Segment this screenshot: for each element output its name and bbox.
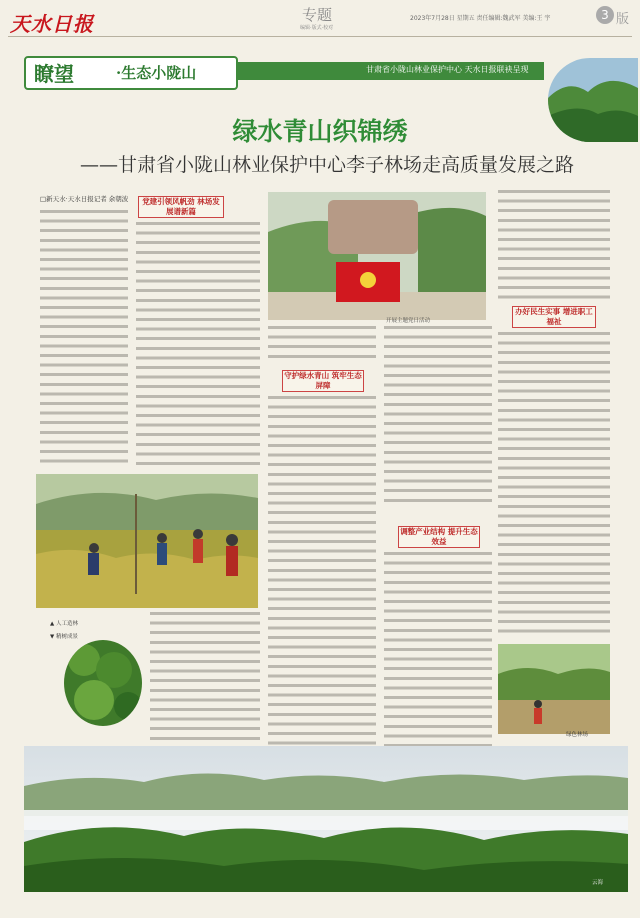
page-number: 3 [596,6,614,24]
byline: □新天水·天水日报记者 余朝波 [40,195,129,203]
caption-green-farm: 绿色林场 [566,732,589,738]
text-column-2 [136,222,260,466]
caption-group: 开展主题党日活动 [386,318,431,324]
mountain-panorama [24,746,628,892]
subhead-livelihood: 办好民生实事 增进职工福祉 [512,306,596,328]
text-column-3a [268,326,376,364]
text-column-5 [498,332,610,638]
subhead-industry: 调整产业结构 提升生态效益 [398,526,480,548]
planting-photo [36,474,258,608]
forest-circle-photo [64,640,142,726]
group-photo [268,192,486,320]
column-subtitle: ·生态小陇山 [116,64,197,82]
caption-planting: ▲ 人工造林 [50,621,78,627]
page-suffix: 版 [616,12,630,27]
caption-cloud-sea: 云海 [592,880,604,886]
text-column-5a [498,190,610,300]
header-info: 2023年7月28日 星期五 责任编辑:魏武军 美编:王 宇 [410,15,551,22]
text-column-4a [384,326,492,502]
subhead-green-hills: 守护绿水青山 筑牢生态屏障 [282,370,364,392]
article-title: 绿水青山织锦绣 [232,117,408,146]
wetland-photo [498,644,610,734]
text-column-1 [40,210,128,466]
newspaper-logo: 天水日报 [10,12,94,36]
section-small-label: 编辑·版式·校对 [300,25,334,31]
subhead-party-building: 党建引领风帆劲 林场发展谱新篇 [138,196,224,218]
article-subtitle: ——甘肃省小陇山林业保护中心李子林场走高质量发展之路 [80,154,575,176]
section-label: 专题 [302,6,333,24]
banner-slogan: 甘肃省小陇山林业保护中心 天水日报联袂呈现 [366,65,529,74]
caption-forest: ▼ 精树成景 [50,634,78,640]
column-title: 瞭望 [34,62,74,86]
